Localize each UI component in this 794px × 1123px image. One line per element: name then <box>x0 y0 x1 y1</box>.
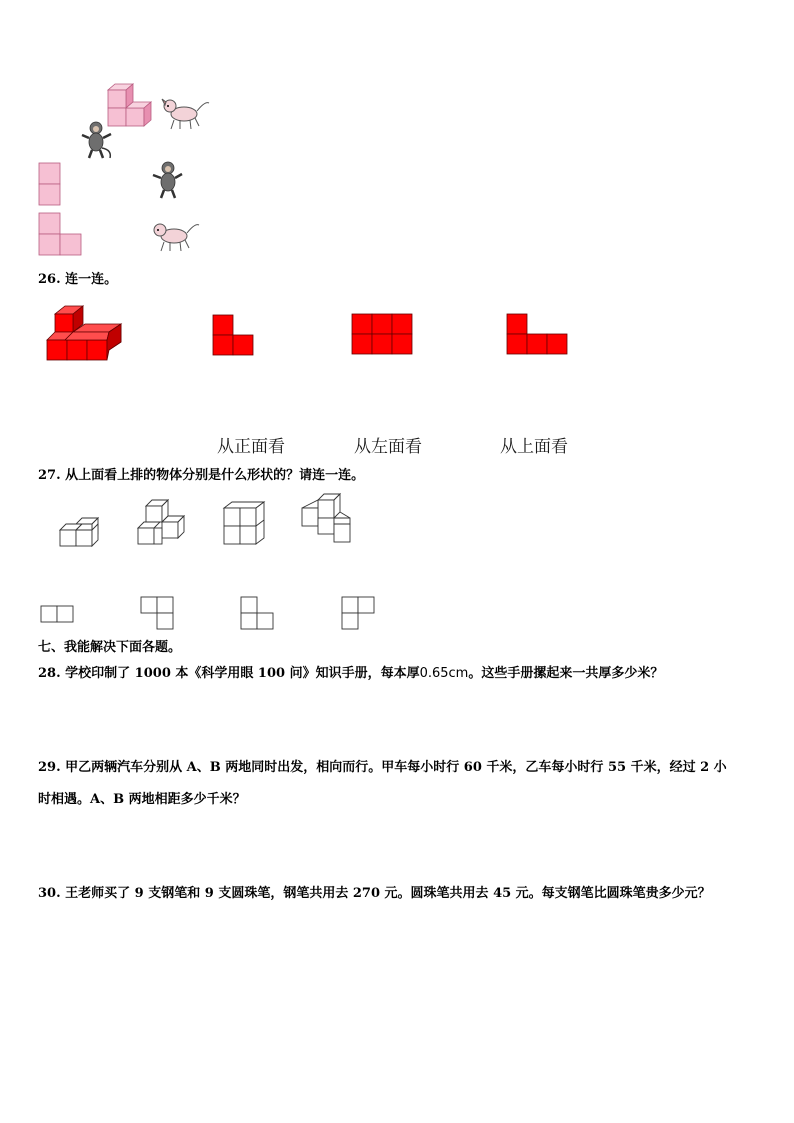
red-view-l-shape <box>212 314 256 358</box>
pink-view-vertical-two <box>38 162 62 206</box>
label-front-view: 从正面看 <box>217 437 285 457</box>
top-view-option-1 <box>40 604 76 624</box>
label-top-view: 从上面看 <box>500 437 568 457</box>
outline-cubes-figure-4 <box>300 494 356 548</box>
question-28: 28. 学校印制了 1000 本《科学用眼 100 问》知识手册，每本厚0.65cm。这些手册摞起来一共厚多少米？ <box>38 666 664 681</box>
thickness-value: 0.65cm <box>419 666 469 681</box>
monkey-icon-2 <box>150 160 186 200</box>
dog-icon-2 <box>150 218 200 254</box>
section-7-title: 七、我能解决下面各题。 <box>38 640 182 655</box>
question-29-line1: 29. 甲乙两辆汽车分别从 A、B 两地同时出发，相向而行。甲车每小时行 60 千米，乙车每小时行 55 千米，经过 2 小 <box>38 760 727 775</box>
question-29-line2: 时相遇。A、B 两地相距多少千米？ <box>38 792 246 807</box>
dog-icon <box>160 96 210 132</box>
outline-cubes-figure-2 <box>136 498 188 550</box>
top-view-option-2 <box>140 596 176 632</box>
question-30: 30. 王老师买了 9 支钢笔和 9 支圆珠笔，钢笔共用去 270 元。圆珠笔共用去 45 元。每支钢笔比圆珠笔贵多少元？ <box>38 886 711 901</box>
question-26: 26. 连一连。 <box>38 272 118 287</box>
red-view-long-l <box>506 313 570 357</box>
outline-cubes-figure-1 <box>56 508 106 548</box>
pink-view-l-shape <box>38 212 84 256</box>
red-view-grid-3x2 <box>351 313 413 357</box>
outline-cubes-figure-3 <box>220 500 270 548</box>
top-view-option-3 <box>240 596 276 632</box>
red-cube-structure-3d <box>45 302 127 364</box>
monkey-icon <box>80 120 116 160</box>
question-27: 27. 从上面看上排的物体分别是什么形状的？请连一连。 <box>38 468 365 483</box>
top-view-option-4 <box>341 596 377 632</box>
label-left-view: 从左面看 <box>354 437 422 457</box>
